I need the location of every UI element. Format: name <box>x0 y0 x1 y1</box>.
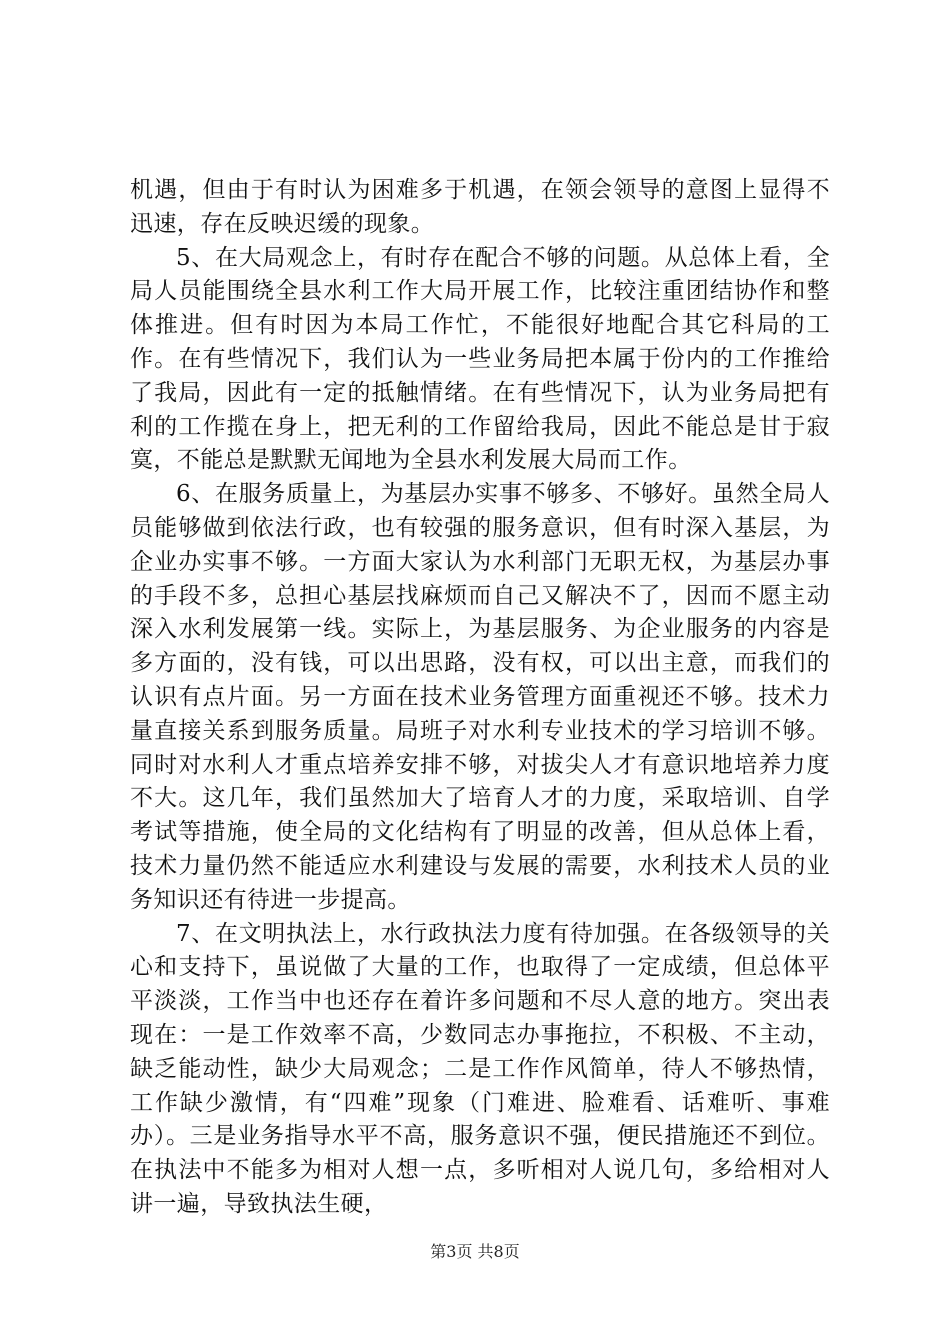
paragraph-item-7: 7、在文明执法上，水行政执法力度有待加强。在各级领导的关心和支持下，虽说做了大量的工作，也取得了一定成绩，但总体平平淡淡，工作当中也还存在着许多问题和不尽人意的地方。突出表现在：一是工作效率不高，少数同志办事拖拉，不积极、不主动，缺乏能动性，缺少大局观念；二是工作作风简单，待人不够热情，工作缺少激情，有“四难”现象（门难进、脸难看、话难听、事难办）。三是业务指导水平不高，服务意识不强，便民措施还不到位。在执法中不能多为相对人想一点，多听相对人说几句，多给相对人讲一遍，导致执法生硬， <box>130 920 830 1217</box>
paragraph-item-6: 6、在服务质量上，为基层办实事不够多、不够好。虽然全局人员能够做到依法行政，也有较强的服务意识，但有时深入基层，为企业办实事不够。一方面大家认为水利部门无职无权，为基层办事的手段不多，总担心基层找麻烦而自己又解决不了，因而不愿主动深入水利发展第一线。实际上，为基层服务、为企业服务的内容是多方面的，没有钱，可以出思路，没有权，可以出主意，而我们的认识有点片面。另一方面在技术业务管理方面重视还不够。技术力量直接关系到服务质量。局班子对水利专业技术的学习培训不够。同时对水利人才重点培养安排不够，对拔尖人才有意识地培养力度不大。这几年，我们虽然加大了培育人才的力度，采取培训、自学考试等措施，使全局的文化结构有了明显的改善，但从总体上看，技术力量仍然不能适应水利建设与发展的需要，水利技术人员的业务知识还有待进一步提高。 <box>130 481 830 913</box>
page-number-footer: 第3页 共8页 <box>430 1242 520 1261</box>
document-body <box>130 174 830 1222</box>
paragraph-item-5: 5、在大局观念上，有时存在配合不够的问题。从总体上看，全局人员能围绕全县水利工作大局开展工作，比较注重团结协作和整体推进。但有时因为本局工作忙，不能很好地配合其它科局的工作。在有些情况下，我们认为一些业务局把本属于份内的工作推给了我局，因此有一定的抵触情绪。在有些情况下，认为业务局把有利的工作揽在身上，把无利的工作留给我局，因此不能总是甘于寂寞，不能总是默默无闻地为全县水利发展大局而工作。 <box>130 244 830 474</box>
paragraph-continuation: 机遇，但由于有时认为困难多于机遇，在领会领导的意图上显得不迅速，存在反映迟缓的现象。 <box>130 177 830 237</box>
